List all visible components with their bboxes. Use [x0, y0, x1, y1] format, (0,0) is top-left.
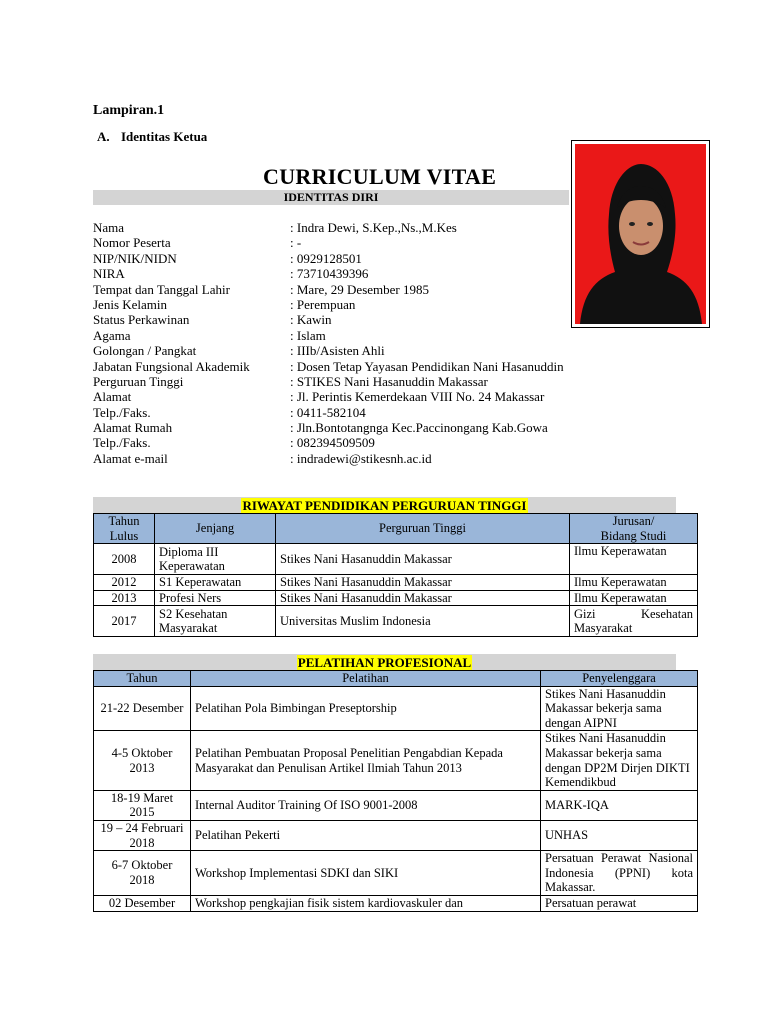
edu-school: Stikes Nani Hasanuddin Makassar: [276, 575, 570, 591]
identity-value: : Perempuan: [290, 296, 356, 312]
section-heading: [97, 129, 207, 145]
training-table: [93, 670, 698, 912]
training-date: 02 Desember: [94, 895, 191, 911]
training-section-bar: [93, 654, 676, 670]
training-name: Pelatihan Pola Bimbingan Preseptorship: [191, 686, 541, 731]
column-header-perguruan: Perguruan Tinggi: [276, 514, 570, 544]
identity-label: NIP/NIK/NIDN: [93, 250, 177, 266]
profile-photo: [571, 140, 710, 328]
edu-major: Ilmu Keperawatan: [570, 575, 698, 591]
edu-level: S1 Keperawatan: [155, 575, 276, 591]
table-row: [94, 790, 698, 820]
edu-major: Gizi Kesehatan Masyarakat: [570, 606, 698, 637]
training-organizer: Stikes Nani Hasanuddin Makassar bekerja sama dengan DP2M Dirjen DIKTI Kemendikbud: [541, 731, 698, 790]
column-header-jenjang: Jenjang: [155, 514, 276, 544]
training-date: 6-7 Oktober 2018: [94, 851, 191, 896]
identity-label: Telp./Faks.: [93, 404, 151, 420]
identity-label: Telp./Faks.: [93, 435, 151, 451]
training-date: 4-5 Oktober 2013: [94, 731, 191, 790]
identity-label: Alamat: [93, 389, 132, 405]
identity-value: : 73710439396: [290, 266, 369, 282]
training-date: 18-19 Maret 2015: [94, 790, 191, 820]
training-name: Pelatihan Pekerti: [191, 820, 541, 850]
identity-value: : indradewi@stikesnh.ac.id: [290, 450, 432, 466]
column-header-tahun-lulus: Tahun Lulus: [94, 514, 155, 544]
training-name: Workshop Implementasi SDKI dan SIKI: [191, 851, 541, 896]
identity-label: Jenis Kelamin: [93, 296, 168, 312]
table-row: [94, 731, 698, 790]
edu-level: Diploma III Keperawatan: [155, 544, 276, 575]
table-row: [94, 606, 698, 637]
identity-label: Jabatan Fungsional Akademik: [93, 358, 250, 374]
identity-value: : Mare, 29 Desember 1985: [290, 281, 429, 297]
edu-major: Ilmu Keperawatan: [570, 544, 698, 575]
identity-value: : 0411-582104: [290, 404, 366, 420]
education-section-title: RIWAYAT PENDIDIKAN PERGURUAN TINGGI: [242, 498, 527, 513]
identitas-diri-bar: IDENTITAS DIRI: [93, 190, 569, 205]
identity-label: Alamat Rumah: [93, 420, 173, 436]
training-section-title: PELATIHAN PROFESIONAL: [297, 655, 472, 670]
edu-year: 2013: [94, 590, 155, 606]
column-header-pelatihan: Pelatihan: [191, 671, 541, 687]
edu-school: Stikes Nani Hasanuddin Makassar: [276, 544, 570, 575]
section-title: Identitas Ketua: [121, 129, 208, 144]
education-table: [93, 513, 698, 637]
person-portrait-icon: [575, 144, 706, 324]
identity-label: Nama: [93, 220, 125, 235]
edu-year: 2017: [94, 606, 155, 637]
table-row: [94, 590, 698, 606]
column-header-penyelenggara: Penyelenggara: [541, 671, 698, 687]
identity-value: : Jln.Bontotangnga Kec.Paccinongang Kab.Gowa: [290, 420, 548, 436]
identity-label: Tempat dan Tanggal Lahir: [93, 281, 230, 297]
identity-label: NIRA: [93, 266, 125, 282]
identity-value: : 082394509509: [290, 435, 375, 451]
edu-school: Universitas Muslim Indonesia: [276, 606, 570, 637]
education-section-bar: [93, 497, 676, 513]
table-row: [94, 820, 698, 850]
edu-school: Stikes Nani Hasanuddin Makassar: [276, 590, 570, 606]
training-name: Pelatihan Pembuatan Proposal Penelitian Pengabdian Kepada Masyarakat dan Penulisan Artikel Ilmiah Tahun 2013: [191, 731, 541, 790]
edu-year: 2012: [94, 575, 155, 591]
identity-label: Status Perkawinan: [93, 312, 190, 328]
identity-label: Alamat e-mail: [93, 450, 168, 466]
training-organizer: UNHAS: [541, 820, 698, 850]
table-header-row: [94, 671, 698, 687]
identity-value: : STIKES Nani Hasanuddin Makassar: [290, 373, 488, 389]
identity-value: : Indra Dewi, S.Kep.,Ns.,M.Kes: [290, 220, 457, 235]
identity-value: : IIIb/Asisten Ahli: [290, 343, 385, 359]
training-organizer: MARK-IQA: [541, 790, 698, 820]
edu-year: 2008: [94, 544, 155, 575]
edu-level: Profesi Ners: [155, 590, 276, 606]
appendix-label: Lampiran.1: [93, 103, 165, 118]
identity-value: : 0929128501: [290, 250, 362, 266]
edu-level: S2 Kesehatan Masyarakat: [155, 606, 276, 637]
edu-major: Ilmu Keperawatan: [570, 590, 698, 606]
identity-value: : Islam: [290, 327, 326, 343]
training-date: 19 – 24 Februari 2018: [94, 820, 191, 850]
identity-label: Nomor Peserta: [93, 235, 171, 251]
training-organizer: Persatuan Perawat Nasional Indonesia (PPNI) kota Makassar.: [541, 851, 698, 896]
identity-label: Perguruan Tinggi: [93, 373, 184, 389]
column-header-tahun: Tahun: [94, 671, 191, 687]
identity-label: Agama: [93, 327, 131, 343]
table-row: [94, 851, 698, 896]
identity-value: : Kawin: [290, 312, 332, 328]
table-row: [94, 544, 698, 575]
identity-label: Golongan / Pangkat: [93, 343, 197, 359]
column-header-jurusan: Jurusan/ Bidang Studi: [570, 514, 698, 544]
table-row: [94, 895, 698, 911]
table-row: [94, 575, 698, 591]
training-name: Internal Auditor Training Of ISO 9001-2008: [191, 790, 541, 820]
cv-title: CURRICULUM VITAE: [263, 164, 497, 189]
training-organizer: Stikes Nani Hasanuddin Makassar bekerja sama dengan AIPNI: [541, 686, 698, 731]
identity-value: : Dosen Tetap Yayasan Pendidikan Nani Hasanuddin: [290, 358, 564, 374]
table-row: [94, 686, 698, 731]
training-name: Workshop pengkajian fisik sistem kardiovaskuler dan: [191, 895, 541, 911]
training-date: 21-22 Desember: [94, 686, 191, 731]
training-organizer: Persatuan perawat: [541, 895, 698, 911]
section-letter: A.: [97, 129, 110, 144]
photo-red-background: [575, 144, 706, 324]
identity-value: : Jl. Perintis Kemerdekaan VIII No. 24 Makassar: [290, 389, 545, 405]
identity-value: : -: [290, 235, 302, 251]
table-header-row: [94, 514, 698, 544]
